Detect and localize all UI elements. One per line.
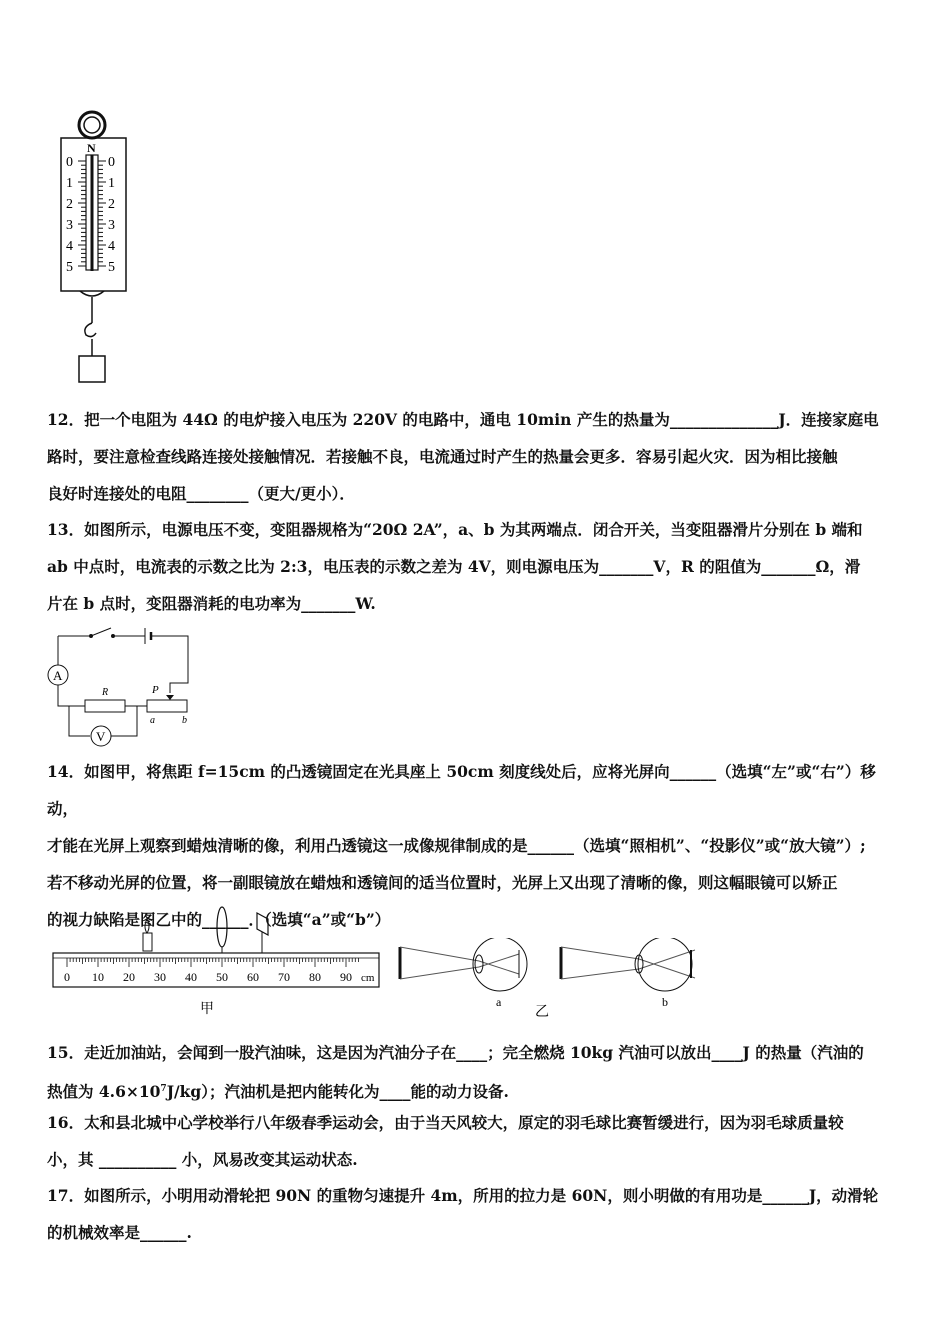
bench-label: 30 — [154, 970, 166, 984]
q13-line: ab 中点时，电流表的示数之比为 2:3，电压表的示数之差为 4V，则电源电压为_______V，R 的阻值为_______Ω，滑 — [47, 557, 861, 576]
scale-label-left: 0 — [66, 155, 73, 170]
bench-label: 40 — [185, 970, 197, 984]
switch — [111, 634, 115, 638]
question-12 — [47, 401, 905, 512]
circuit-diagram — [45, 625, 205, 755]
q12-line: 路时，要注意检查线路连接处接触情况．若接触不良，电流通过时产生的热量会更多．容易引起火灾．因为相比接触 — [47, 447, 838, 466]
scale-label-left: 1 — [66, 176, 73, 191]
spring-scale-figure — [50, 105, 140, 385]
q15-line: 15．走近加油站，会闻到一股汽油味，这是因为汽油分子在____；完全燃烧 10kg 汽油可以放出____J 的热量（汽油的 — [47, 1043, 864, 1062]
weight-block — [79, 356, 105, 382]
resistor-label: R — [102, 687, 109, 698]
q14-line: 才能在光屏上观察到蜡烛清晰的像，利用凸透镜这一成像规律制成的是______（选填“照相机”、“投影仪”或“放大镜”）; — [47, 836, 866, 855]
scale-label-right: 5 — [108, 260, 115, 275]
scale-label-left: 5 — [66, 260, 73, 275]
q13-line: 片在 b 点时，变阻器消耗的电功率为_______W. — [47, 594, 376, 613]
scale-label-right: 1 — [108, 176, 115, 191]
bench-label: 60 — [247, 970, 259, 984]
end-b-label: b — [182, 715, 187, 726]
resistor-R — [85, 700, 125, 712]
rheostat — [147, 700, 187, 712]
voltmeter-label: V — [96, 729, 106, 744]
q13-line: 13．如图所示，电源电压不变，变阻器规格为“20Ω 2A”，a、b 为其两端点．闭合开关，当变阻器滑片分别在 b 端和 — [47, 520, 863, 539]
light-screen — [257, 913, 268, 953]
q16-line: 小，其 __________ 小，风易改变其运动状态. — [47, 1150, 358, 1169]
scale-label-left: 4 — [66, 239, 73, 254]
q14-line: 若不移动光屏的位置，将一副眼镜放在蜡烛和透镜间的适当位置时，光屏上又出现了清晰的像，则这幅眼镜可以矫正 — [47, 873, 838, 892]
convex-lens — [217, 907, 227, 953]
q16-line: 16．太和县北城中心学校举行八年级春季运动会，由于当天风较大，原定的羽毛球比赛暂缓进行，因为羽毛球质量较 — [47, 1113, 844, 1132]
question-17 — [47, 1177, 905, 1251]
eye-a-label: a — [496, 995, 502, 1009]
bench-label: 20 — [123, 970, 135, 984]
eye-b — [561, 938, 695, 991]
bench-label: 0 — [64, 970, 70, 984]
bench-label: 50 — [216, 970, 228, 984]
q17-line: 的机械效率是______. — [47, 1223, 192, 1242]
q17-line: 17．如图所示，小明用动滑轮把 90N 的重物匀速提升 4m，所用的拉力是 60N，则小明做的有用功是______J，动滑轮 — [47, 1186, 879, 1205]
bench-unit: cm — [361, 972, 375, 984]
optical-bench-figure — [50, 905, 390, 1025]
bench-label: 10 — [92, 970, 104, 984]
q15-line2-pre: 热值为 4.6×10 — [47, 1082, 161, 1102]
eye-a — [400, 938, 527, 991]
eye-b-label: b — [662, 995, 668, 1009]
ammeter-label: A — [53, 668, 63, 683]
q12-line: 良好时连接处的电阻________（更大/更小）． — [47, 484, 355, 503]
end-a-label: a — [150, 715, 155, 726]
scale-label-left: 2 — [66, 197, 73, 212]
q15-exponent: 7 — [160, 1084, 167, 1094]
bench-label: 80 — [309, 970, 321, 984]
bench-label: 90 — [340, 970, 352, 984]
scale-label-right: 2 — [108, 197, 115, 212]
q15-line2-post: J/kg）；汽油机是把内能转化为____能的动力设备. — [166, 1082, 509, 1102]
scale-label-left: 3 — [66, 218, 73, 233]
figure-jia-caption: 甲 — [200, 1002, 214, 1017]
bench-label: 70 — [278, 970, 290, 984]
scale-unit: N — [87, 141, 96, 155]
candle — [143, 919, 152, 951]
question-13 — [47, 511, 905, 622]
scale-label-right: 3 — [108, 218, 115, 233]
question-16 — [47, 1104, 905, 1178]
slider-label: P — [152, 684, 159, 696]
q14-line: 的视力缺陷是图乙中的______．（选填“a”或“b”） — [47, 910, 391, 929]
q12-line: 12．把一个电阻为 44Ω 的电炉接入电压为 220V 的电路中，通电 10min 产生的热量为______________J．连接家庭电 — [47, 410, 879, 429]
eye-diagrams-figure — [395, 938, 705, 1038]
question-15 — [47, 1034, 905, 1110]
figure-yi-caption: 乙 — [535, 1005, 549, 1020]
scale-label-right: 4 — [108, 239, 115, 254]
scale-label-right: 0 — [108, 155, 115, 170]
q14-line: 14．如图甲，将焦距 f=15cm 的凸透镜固定在光具座上 50cm 刻度线处后，应将光屏向______（选填“左”或“右”）移动， — [47, 762, 876, 818]
